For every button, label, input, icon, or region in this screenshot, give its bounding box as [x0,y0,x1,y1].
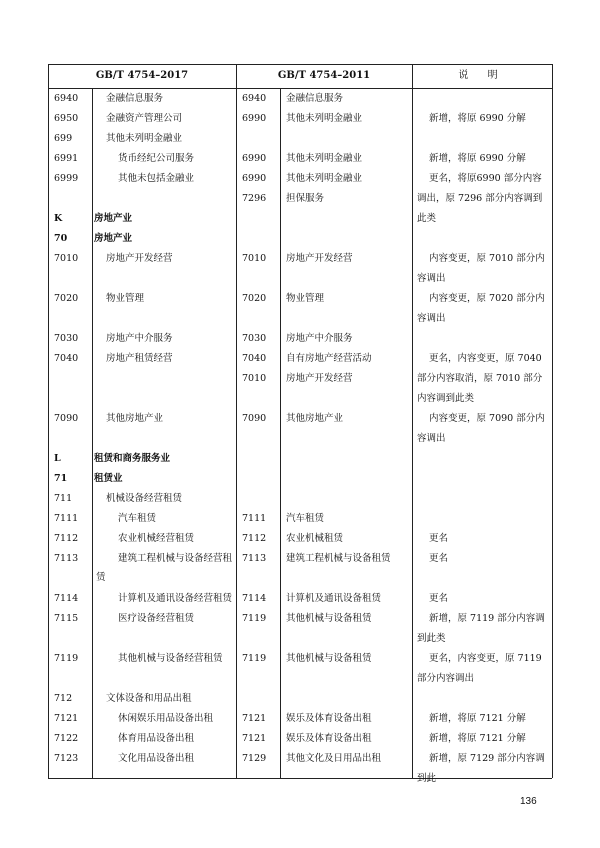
note-text: 更名，将原6990 部分内容调出，原 7296 部分内容调到此类 [417,173,543,224]
name-2011: 其他房地产业 [286,413,344,424]
name-2017: 建筑工程机械与设备经营租 [118,553,233,564]
name-2011: 物业管理 [286,293,325,304]
divider-code-2017 [92,88,93,778]
note-text: 内容变更，原 7020 部分内容调出 [417,293,545,324]
name-2011: 担保服务 [286,193,325,204]
divider-2017-2011 [236,64,237,778]
code-2017: 7090 [54,413,79,424]
note-text: 新增，原 7119 部分内容调到此类 [417,613,545,644]
name-2017: 体育用品设备出租 [118,733,195,744]
name-2017: 休闲娱乐用品设备出租 [118,713,214,724]
code-2011: 7119 [242,613,267,624]
code-2011: 6940 [242,93,267,104]
divider-code-2011 [280,88,281,778]
code-2017: 7114 [54,593,79,604]
code-2017: 7020 [54,293,79,304]
name-2011: 其他机械与设备租赁 [286,613,372,624]
note-text: 更名 [429,533,449,544]
code-2017: 7010 [54,253,79,264]
name-2017: 房地产业 [94,213,133,224]
name-2011: 娱乐及体育设备出租 [286,713,372,724]
code-2017: 7111 [54,513,79,524]
name-2011: 其他未列明金融业 [286,173,363,184]
code-2017: 70 [54,233,68,244]
code-2011: 7112 [242,533,267,544]
code-2011: 6990 [242,153,267,164]
name-2017: 计算机及通讯设备经营租赁 [118,593,233,604]
table-left-border [48,64,49,778]
code-2017: 7112 [54,533,79,544]
name-2017: 其他机械与设备经营租赁 [118,653,223,664]
code-2017: 7115 [54,613,79,624]
code-2017: 6940 [54,93,79,104]
name-2017: 医疗设备经营租赁 [118,613,195,624]
name-2017: 其他房地产业 [106,413,164,424]
note-text: 更名 [429,553,449,564]
name-2011: 娱乐及体育设备出租 [286,733,372,744]
note-text: 更名，内容变更，原 7119 部分内容调出 [417,653,542,684]
name-2017: 金融资产管理公司 [106,113,183,124]
name-2011: 房地产开发经营 [286,253,353,264]
name-2011: 其他未列明金融业 [286,153,363,164]
table-right-border [552,64,553,778]
code-2017: K [54,213,63,224]
name-2011: 房地产开发经营 [286,373,353,384]
name-2011: 建筑工程机械与设备租赁 [286,553,391,564]
code-2011: 7020 [242,293,267,304]
name-2011: 金融信息服务 [286,93,344,104]
name-2011: 自有房地产经营活动 [286,353,372,364]
code-2011: 7121 [242,713,267,724]
code-2017: 7119 [54,653,79,664]
code-2017: 7122 [54,733,79,744]
name-2011: 其他文化及日用品出租 [286,753,382,764]
code-2017: 711 [54,493,73,504]
code-2017: 7121 [54,713,79,724]
name-2011: 房地产中介服务 [286,333,353,344]
code-2011: 7119 [242,653,267,664]
note-text: 内容变更，原 7090 部分内容调出 [417,413,545,444]
code-2017: 7123 [54,753,79,764]
code-2011: 7010 [242,253,267,264]
code-2017: 7113 [54,553,79,564]
name-2017: 租赁和商务服务业 [94,453,171,464]
name-2011: 汽车租赁 [286,513,325,524]
header-gbt-2011: GB/T 4754–2011 [277,70,371,81]
name-2017: 机械设备经营租赁 [106,493,183,504]
code-2017: 7030 [54,333,79,344]
name-2017: 货币经纪公司服务 [118,153,195,164]
name-2017: 文化用品设备出租 [118,753,195,764]
code-2011: 6990 [242,113,267,124]
name-2017: 物业管理 [106,293,145,304]
page-number: 136 [520,796,537,807]
name-2017: 其他未包括金融业 [118,173,195,184]
code-2017: 71 [54,473,68,484]
name-2017: 农业机械经营租赁 [118,533,195,544]
code-2011: 7121 [242,733,267,744]
comparison-table [48,64,552,784]
name-2017: 租赁业 [94,473,123,484]
code-2011: 7010 [242,373,267,384]
code-2017: 6999 [54,173,79,184]
name-2017: 房地产租赁经营 [106,353,173,364]
note-text: 新增，原 7129 部分内容调到此 [417,753,545,784]
code-2017: 712 [54,693,73,704]
code-2011: 7040 [242,353,267,364]
name-2017: 汽车租赁 [118,513,157,524]
code-2017: L [54,453,61,464]
code-2011: 7111 [242,513,267,524]
code-2011: 7296 [242,193,267,204]
note-text: 内容变更，原 7010 部分内容调出 [417,253,545,284]
code-2011: 7114 [242,593,267,604]
note-text: 新增，将原 6990 分解 [429,153,526,164]
name-2017: 文体设备和用品出租 [106,693,192,704]
name-2011: 计算机及通讯设备租赁 [286,593,382,604]
header-note: 说 明 [458,70,506,81]
code-2011: 7030 [242,333,267,344]
divider-note [412,64,413,778]
code-2017: 6950 [54,113,79,124]
name-2017-wrap: 赁 [96,572,106,583]
code-2017: 7040 [54,353,79,364]
note-text: 新增，将原 7121 分解 [429,713,526,724]
code-2011: 7113 [242,553,267,564]
name-2017: 房地产开发经营 [106,253,173,264]
note-text: 新增，将原 7121 分解 [429,733,526,744]
code-2011: 6990 [242,173,267,184]
code-2011: 7129 [242,753,267,764]
name-2011: 其他机械与设备租赁 [286,653,372,664]
header-gbt-2017: GB/T 4754–2017 [95,70,189,81]
name-2017: 金融信息服务 [106,93,164,104]
name-2011: 其他未列明金融业 [286,113,363,124]
note-text: 更名 [429,593,449,604]
code-2011: 7090 [242,413,267,424]
name-2017: 其他未列明金融业 [106,133,183,144]
name-2011: 农业机械租赁 [286,533,344,544]
name-2017: 房地产业 [94,233,133,244]
name-2017: 房地产中介服务 [106,333,173,344]
note-text: 新增，将原 6990 分解 [429,113,526,124]
code-2017: 6991 [54,153,79,164]
note-text: 更名，内容变更，原 7040 部分内容取消，原 7010 部分内容调到此类 [417,353,543,404]
code-2017: 699 [54,133,73,144]
